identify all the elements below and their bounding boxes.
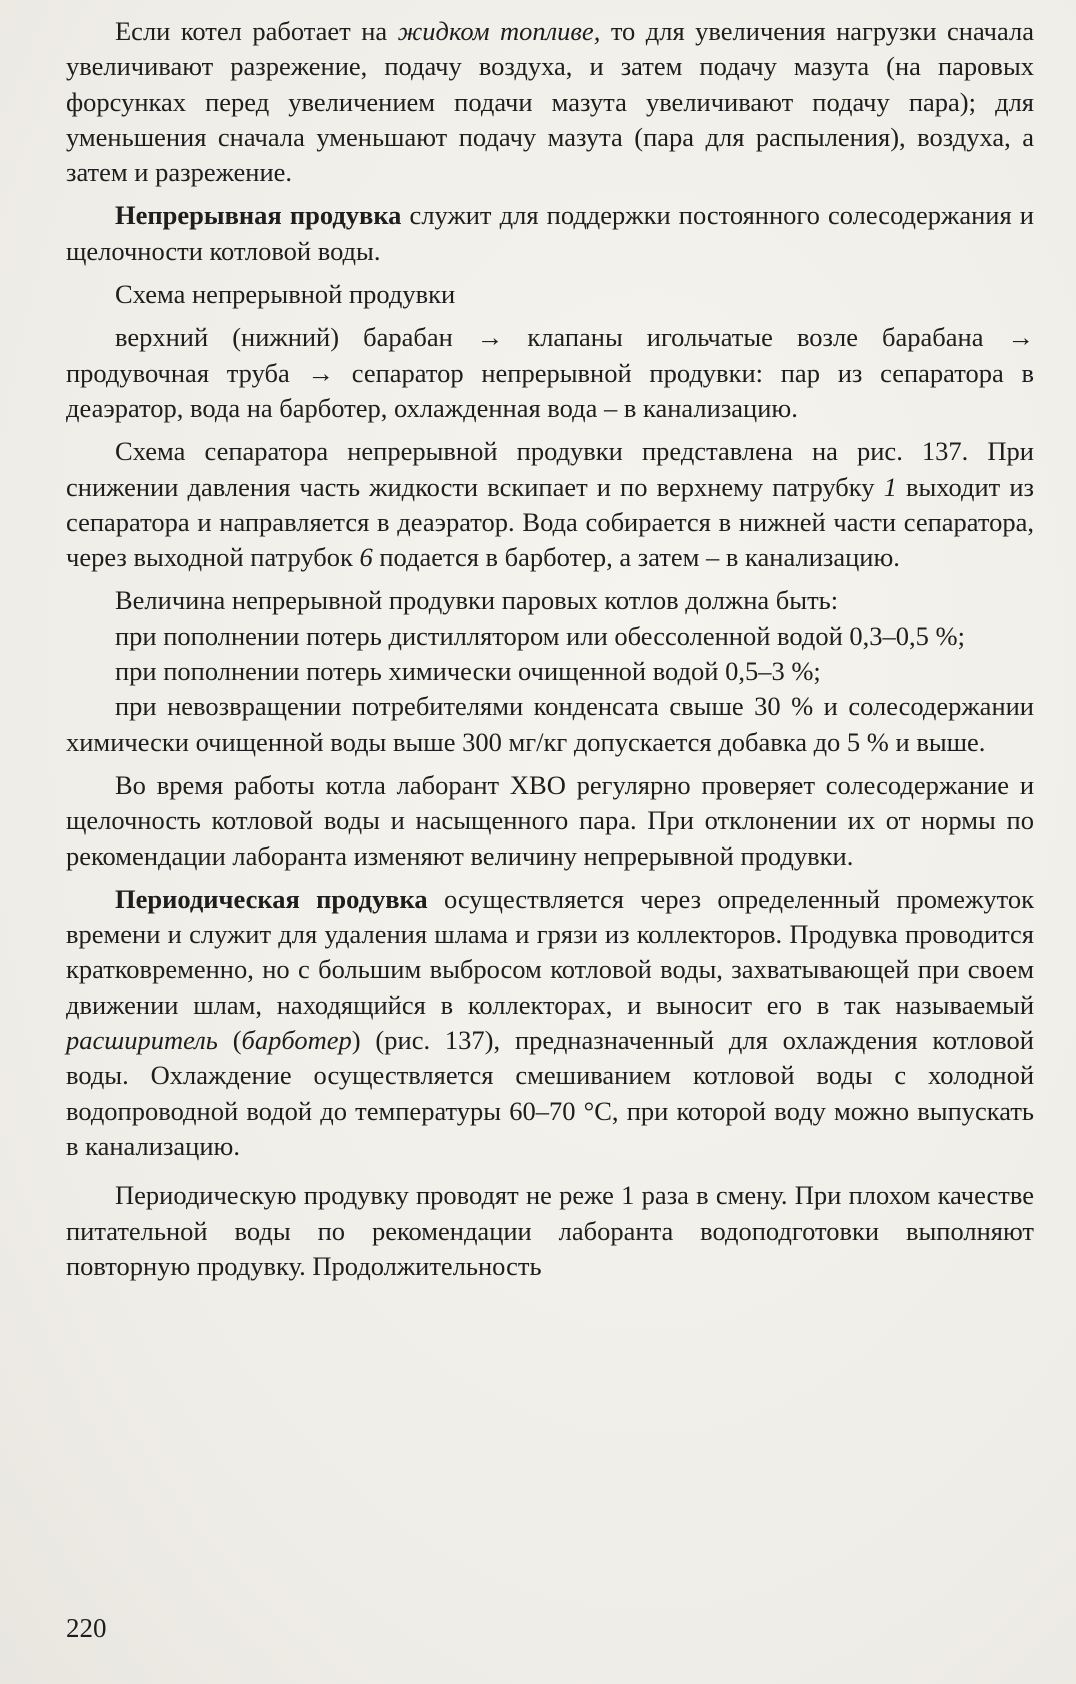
paragraph-liquid-fuel: Если котел работает на жидком топливе, то для увеличения нагрузки сначала увеличивают разрежение, подачу воздуха, и затем подачу мазута (на паровых форсунках перед увеличением подачи мазута увеличивают подачу пара); для уменьшения сначала уменьшают подачу мазута (пара для распыления), воздуха, а затем и разрежение. <box>66 16 1034 188</box>
italic-term-expander: расширитель <box>66 1025 218 1056</box>
paragraph-periodic-frequency: Периодическую продувку проводят не реже 1 раза в смену. При плохом качестве питательной воды по рекомендации лаборанта водоподготовки выполняют повторную продувку. Продолжительность <box>66 1180 1034 1281</box>
paragraph-continuous-blowdown: Непрерывная продувка служит для поддержки постоянного солесодержания и щелочности котловой воды. <box>66 200 1034 266</box>
bold-term-continuous-blowdown: Непрерывная продувка <box>115 200 402 231</box>
body-text <box>66 14 1034 1284</box>
pipe-number-6: 6 <box>359 542 373 573</box>
paragraph-value-condensate: при невозвращении потребителями конденсата свыше 30 % и солесодержании химически очищенной воды выше 300 мг/кг допускается добавка до 5 % и выше. <box>66 691 1034 757</box>
paragraph-separator-description: Схема сепаратора непрерывной продувки представлена на рис. 137. При снижении давления часть жидкости вскипает и по верхнему патрубку 1 выходит из сепаратора и направляется в деаэратор. Вода собирается в нижней части сепаратора, через выходной патрубок 6 подается в барботер, а затем – в канализацию. <box>66 436 1034 573</box>
paragraph-periodic-blowdown: Периодическая продувка осуществляется через определенный промежуток времени и служит для удаления шлама и грязи из коллекторов. Продувка проводится кратковременно, но с большим выбросом котловой воды, захватывающей при своем движении шлам, находящийся в коллекторах, и выносит его в так называемый расширитель (барботер) (рис. 137), предназначенный для охлаждения котловой воды. Охлаждение осуществляется смешиванием котловой воды с холодной водопроводной водой до температуры 60–70 °С, при которой воду можно выпускать в канализацию. <box>66 883 1034 1161</box>
paragraph-scheme-heading: Схема непрерывной продувки <box>115 279 456 310</box>
italic-term-bubbler: барботер <box>241 1025 352 1056</box>
page-number: 220 <box>66 1613 107 1643</box>
paragraph-blowdown-values: Величина непрерывной продувки паровых котлов должна быть: <box>115 585 839 616</box>
pipe-number-1: 1 <box>883 471 897 502</box>
paragraph-scheme-flow: верхний (нижний) барабан → клапаны игольчатые возле барабана → продувочная труба → сепаратор непрерывной продувки: пар из сепаратора в деаэратор, вода на барботер, охлажденная вода – в канализацию. <box>66 322 1034 423</box>
paragraph-lab-check: Во время работы котла лаборант ХВО регулярно проверяет солесодержание и щелочность котловой воды и насыщенного пара. При отклонении их от нормы по рекомендации лаборанта изменяют величину непрерывной продувки. <box>66 769 1034 871</box>
paragraph-value-chemical: при пополнении потерь химически очищенной водой 0,5–3 %; <box>115 656 821 687</box>
paragraph-value-distiller: при пополнении потерь дистиллятором или обессоленной водой 0,3–0,5 %; <box>115 620 965 651</box>
italic-term-liquid-fuel: жидком топливе, <box>397 16 601 46</box>
bold-term-periodic-blowdown: Периодическая продувка <box>115 883 428 914</box>
